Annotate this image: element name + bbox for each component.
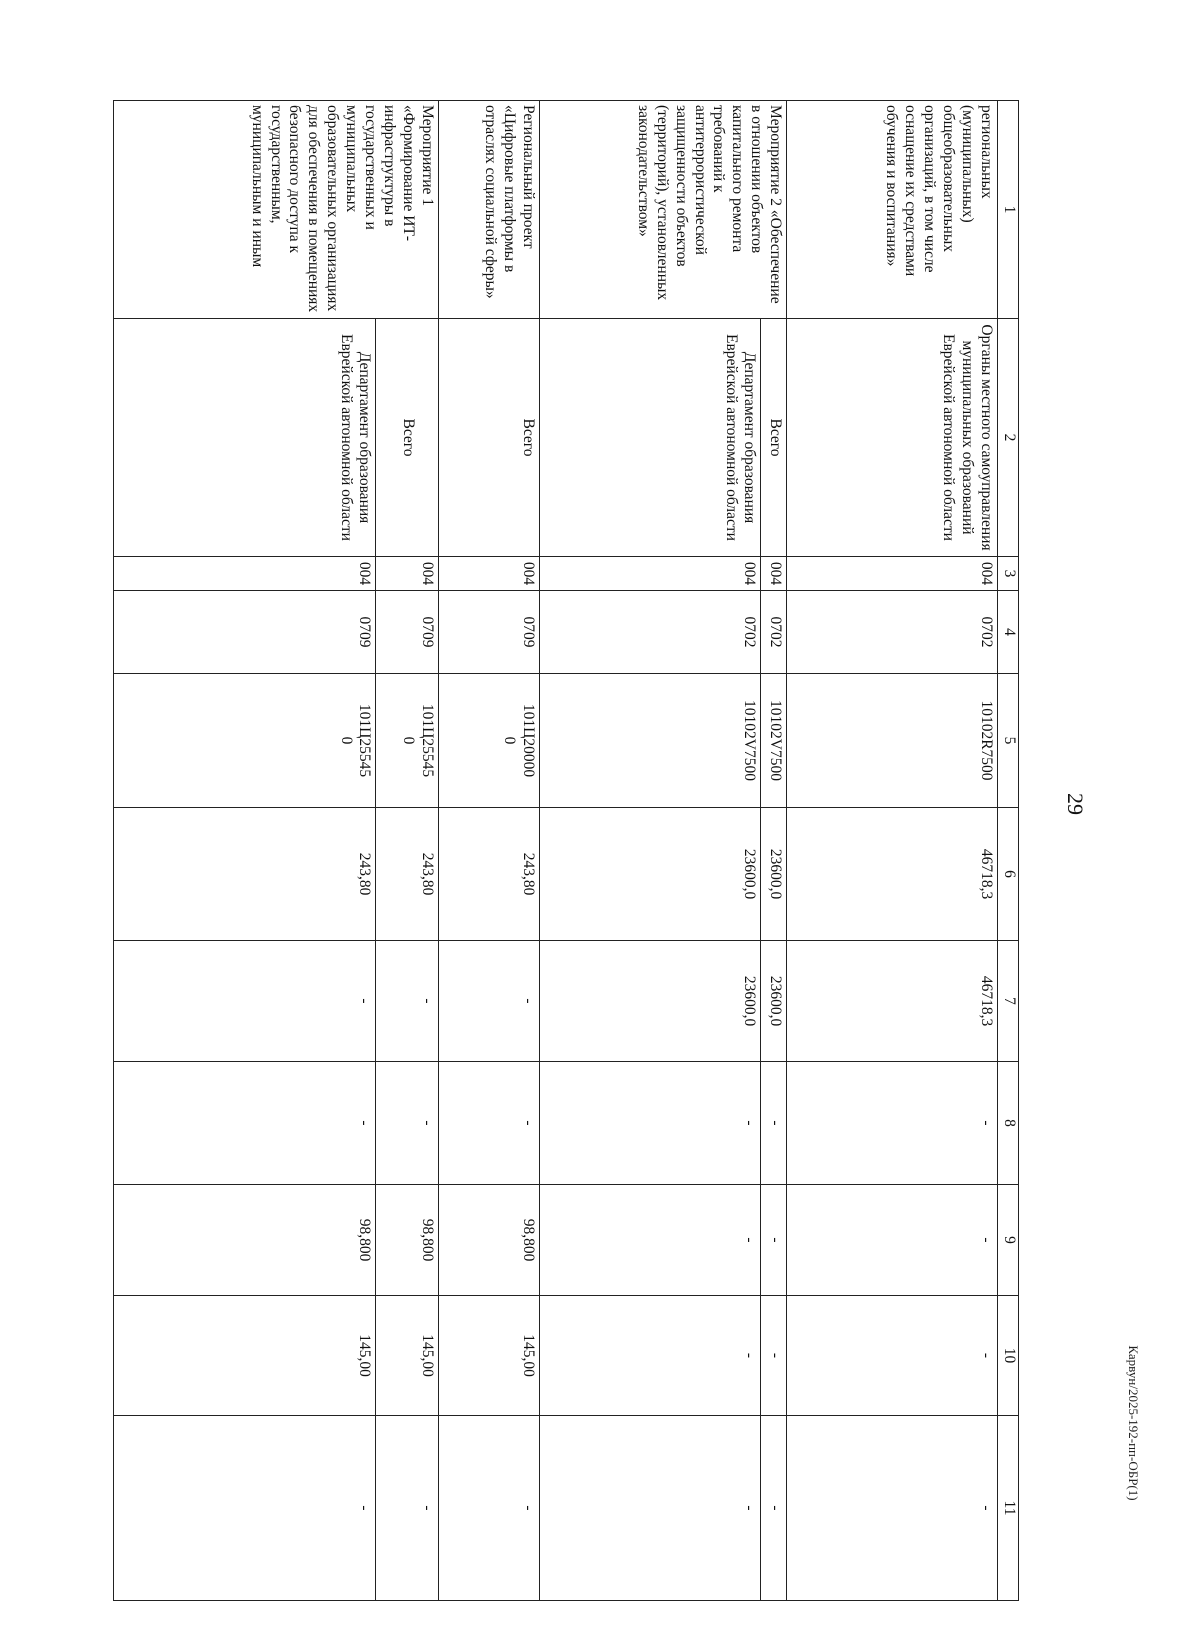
cell-target-code: 101Ц25545 0 bbox=[376, 674, 438, 808]
cell-value: - bbox=[787, 1296, 998, 1416]
table-row bbox=[376, 101, 438, 1601]
cell-grbs: 004 bbox=[376, 557, 438, 591]
cell-target-code: 10102V7500 bbox=[761, 674, 787, 808]
cell-value: - bbox=[787, 1416, 998, 1601]
row-name: Мероприятие 2 «Обеспечение в отношении объектов капитального ремонта требований к антитеррористической защищенности объектов (территорий), установленных законодательством» bbox=[539, 101, 786, 319]
header-cell: 8 bbox=[998, 1062, 1019, 1185]
table-row bbox=[787, 101, 998, 1601]
cell-grbs: 004 bbox=[787, 557, 998, 591]
cell-value: - bbox=[761, 1416, 787, 1601]
cell-value: 145,00 bbox=[114, 1296, 376, 1416]
table-row bbox=[761, 101, 787, 1601]
header-cell: 9 bbox=[998, 1185, 1019, 1296]
cell-target-code: 10102V7500 bbox=[539, 674, 761, 808]
header-cell: 10 bbox=[998, 1296, 1019, 1416]
cell-value: 243,80 bbox=[438, 808, 539, 941]
table-row bbox=[114, 101, 376, 1601]
cell-section: 0709 bbox=[438, 591, 539, 674]
cell-value: - bbox=[438, 941, 539, 1062]
cell-value: - bbox=[438, 1416, 539, 1601]
header-cell: 7 bbox=[998, 941, 1019, 1062]
row-organization: Органы местного самоуправления муниципальных образований Еврейской автономной области bbox=[787, 319, 998, 557]
row-organization: Департамент образования Еврейской автономной области bbox=[539, 319, 761, 557]
cell-value: 23600,0 bbox=[539, 941, 761, 1062]
cell-value: - bbox=[761, 1062, 787, 1185]
budget-table-rotated bbox=[113, 100, 1019, 1600]
cell-value: 98,800 bbox=[438, 1185, 539, 1296]
cell-value: 23600,0 bbox=[761, 808, 787, 941]
cell-grbs: 004 bbox=[438, 557, 539, 591]
cell-grbs: 004 bbox=[761, 557, 787, 591]
cell-grbs: 004 bbox=[114, 557, 376, 591]
cell-value: - bbox=[539, 1416, 761, 1601]
cell-value: 145,00 bbox=[376, 1296, 438, 1416]
table-row bbox=[438, 101, 539, 1601]
budget-table bbox=[113, 100, 1019, 1601]
cell-value: 243,80 bbox=[376, 808, 438, 941]
cell-value: - bbox=[114, 941, 376, 1062]
header-cell: 5 bbox=[998, 674, 1019, 808]
cell-section: 0702 bbox=[787, 591, 998, 674]
table-row bbox=[539, 101, 761, 1601]
cell-value: 243,80 bbox=[114, 808, 376, 941]
cell-value: - bbox=[376, 1416, 438, 1601]
cell-value: - bbox=[761, 1296, 787, 1416]
header-cell: 6 bbox=[998, 808, 1019, 941]
row-organization: Всего bbox=[438, 319, 539, 557]
row-name: Региональный проект «Цифровые платформы в отраслях социальной сферы» bbox=[438, 101, 539, 319]
header-cell: 2 bbox=[998, 319, 1019, 557]
cell-value: - bbox=[539, 1296, 761, 1416]
document-code: Карвун/2025-192-пп-ОБР(1) bbox=[1126, 1345, 1141, 1501]
header-cell: 3 bbox=[998, 557, 1019, 591]
cell-value: 98,800 bbox=[114, 1185, 376, 1296]
cell-value: 23600,0 bbox=[761, 941, 787, 1062]
cell-value: - bbox=[114, 1416, 376, 1601]
row-organization-total: Всего bbox=[376, 319, 438, 557]
cell-grbs: 004 bbox=[539, 557, 761, 591]
cell-value: - bbox=[376, 1062, 438, 1185]
cell-section: 0702 bbox=[761, 591, 787, 674]
header-cell: 4 bbox=[998, 591, 1019, 674]
cell-section: 0709 bbox=[114, 591, 376, 674]
page-number: 29 bbox=[1063, 793, 1088, 815]
cell-value: 46718,3 bbox=[787, 941, 998, 1062]
cell-value: - bbox=[539, 1062, 761, 1185]
cell-value: - bbox=[539, 1185, 761, 1296]
cell-value: 98,800 bbox=[376, 1185, 438, 1296]
row-name: Мероприятие 1 «Формирование ИТ-инфраструктуры в государственных и муниципальных образовательных организациях для обеспечения в помещениях безопасного доступа к государственным, муниципальным и иным bbox=[114, 101, 439, 319]
cell-target-code: 101Ц20000 0 bbox=[438, 674, 539, 808]
row-organization-total: Всего bbox=[761, 319, 787, 557]
cell-target-code: 101Ц25545 0 bbox=[114, 674, 376, 808]
cell-section: 0702 bbox=[539, 591, 761, 674]
cell-value: 145,00 bbox=[438, 1296, 539, 1416]
cell-value: - bbox=[787, 1062, 998, 1185]
cell-value: - bbox=[787, 1185, 998, 1296]
row-organization: Департамент образования Еврейской автономной области bbox=[114, 319, 376, 557]
header-cell: 1 bbox=[998, 101, 1019, 319]
header-row bbox=[998, 101, 1019, 1601]
row-name: региональных (муниципальных) общеобразовательных организаций, в том числе оснащение их средствами обучения и воспитания» bbox=[787, 101, 998, 319]
cell-value: - bbox=[761, 1185, 787, 1296]
header-cell: 11 bbox=[998, 1416, 1019, 1601]
cell-value: - bbox=[114, 1062, 376, 1185]
cell-section: 0709 bbox=[376, 591, 438, 674]
cell-target-code: 10102R7500 bbox=[787, 674, 998, 808]
cell-value: 46718,3 bbox=[787, 808, 998, 941]
cell-value: 23600,0 bbox=[539, 808, 761, 941]
cell-value: - bbox=[376, 941, 438, 1062]
cell-value: - bbox=[438, 1062, 539, 1185]
